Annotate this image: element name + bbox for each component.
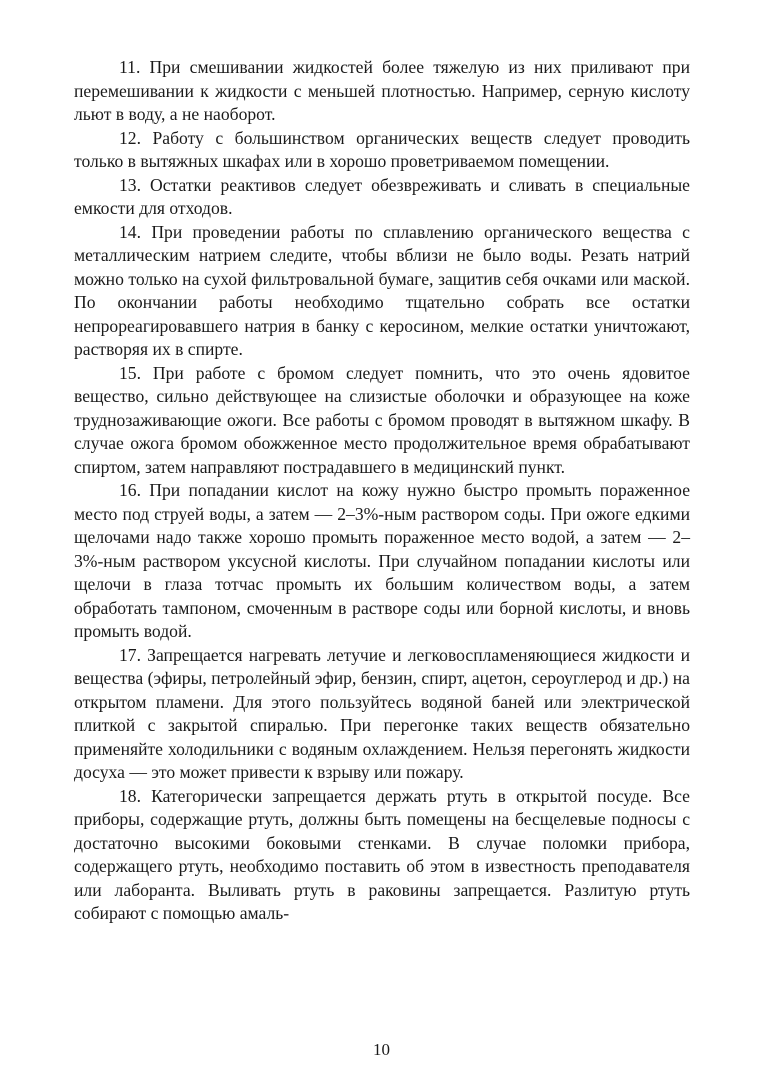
paragraph-18: 18. Категорически запрещается держать ртуть в открытой посуде. Все приборы, содержащие ртуть, должны быть помещены на бесщелевые подносы с достаточно высокими боковыми стенками. В случае поломки прибора, содержащего ртуть, необходимо поставить об этом в известность преподавателя или лаборанта. Выливать ртуть в раковины запрещается. Разлитую ртуть собирают с помощью амаль- bbox=[74, 785, 690, 923]
paragraph-12: 12. Работу с большинством органических веществ следует проводить только в вытяжных шкафах или в хорошо проветриваемом помещении. bbox=[74, 127, 690, 171]
document-body bbox=[74, 56, 690, 926]
paragraph-16: 16. При попадании кислот на кожу нужно быстро промыть пораженное место под струей воды, а затем — 2–3%-ным раствором соды. При ожоге едкими щелочами надо также хорошо промыть пораженное место водой, а затем — 2–3%-ным раствором уксусной кислоты. При случайном попадании кислоты или щелочи в глаза тотчас промыть их большим количеством воды, а затем обработать тампоном, смоченным в растворе соды или борной кислоты, и вновь промыть водой. bbox=[74, 480, 690, 641]
paragraph-14: 14. При проведении работы по сплавлению органического вещества с металлическим натрием следите, чтобы вблизи не было воды. Резать натрий можно только на сухой фильтровальной бумаге, защитив себя очками или маской. По окончании работы необходимо тщательно собрать все остатки непрореагировавшего натрия в банку с керосином, мелкие остатки уничтожают, растворяя их в спирте. bbox=[74, 221, 690, 359]
page-number: 10 bbox=[373, 1040, 390, 1059]
paragraph-15: 15. При работе с бромом следует помнить, что это очень ядовитое вещество, сильно действующее на слизистые оболочки и образующее на коже труднозаживающие ожоги. Все работы с бромом проводят в вытяжном шкафу. В случае ожога бромом обожженное место продолжительное время обрабатывают спиртом, затем направляют пострадавшего в медицинский пункт. bbox=[74, 362, 690, 477]
paragraph-17: 17. Запрещается нагревать летучие и легковоспламеняющиеся жидкости и вещества (эфиры, петролейный эфир, бензин, спирт, ацетон, сероуглерод и др.) на открытом пламени. Для этого пользуйтесь водяной баней или электрической плиткой с закрытой спиралью. При перегонке таких веществ обязательно применяйте холодильники с водяным охлаждением. Нельзя перегонять жидкости досуха — это может привести к взрыву или пожару. bbox=[74, 644, 690, 782]
paragraph-11: 11. При смешивании жидкостей более тяжелую из них приливают при перемешивании к жидкости с меньшей плотностью. Например, серную кислоту льют в воду, а не наоборот. bbox=[74, 57, 690, 124]
paragraph-13: 13. Остатки реактивов следует обезвреживать и сливать в специальные емкости для отходов. bbox=[74, 174, 690, 218]
